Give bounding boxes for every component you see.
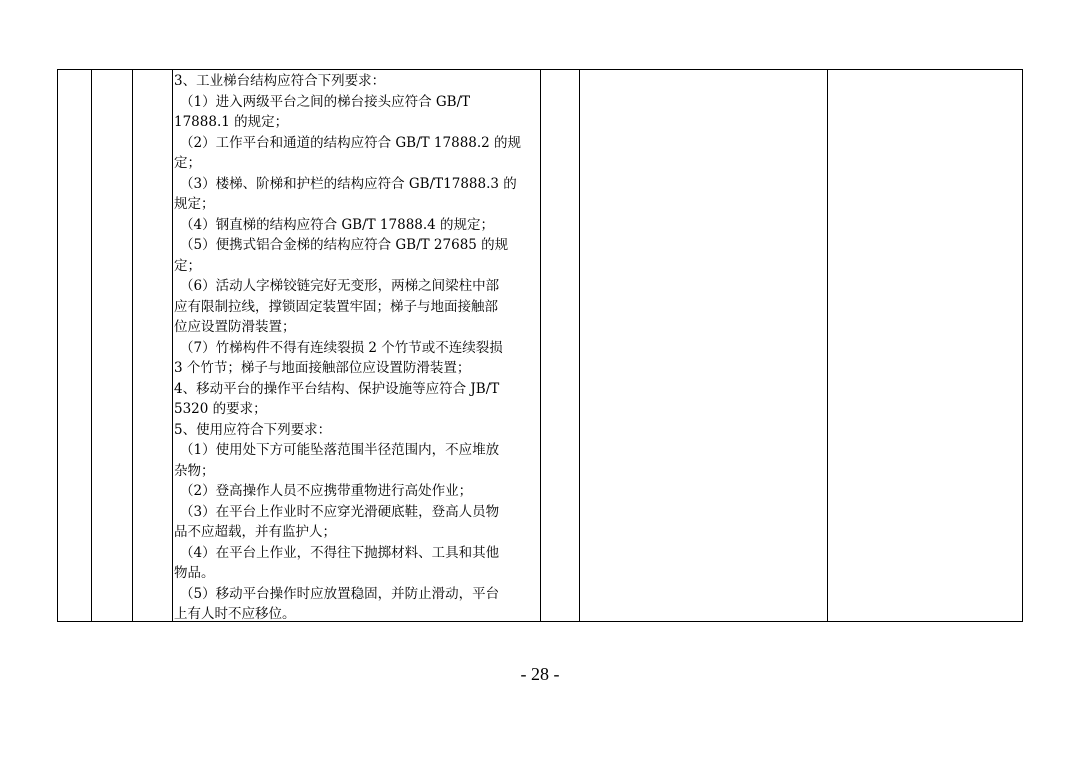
content-line: （3）在平台上作业时不应穿光滑硬底鞋，登高人员物 <box>180 503 500 520</box>
page-number: - 28 - <box>520 664 560 684</box>
content-line: 17888.1 的规定； <box>174 114 289 130</box>
column-divider <box>172 70 173 621</box>
content-line: 物品。 <box>174 565 215 581</box>
column-divider <box>827 70 828 621</box>
content-line: （6）活动人字梯铰链完好无变形，两梯之间梁柱中部 <box>180 278 500 294</box>
content-line: 应有限制拉线，撑锁固定装置牢固；梯子与地面接触部 <box>174 298 498 315</box>
requirement-content-cell <box>174 70 540 625</box>
content-line: 品不应超载，并有监护人； <box>174 524 336 540</box>
content-line: 定； <box>174 155 201 171</box>
column-divider <box>132 70 133 621</box>
content-line: （7）竹梯构件不得有连续裂损 2 个竹节或不连续裂损 <box>180 339 503 356</box>
column-divider <box>579 70 580 621</box>
content-line: （5）移动平台操作时应放置稳固，并防止滑动，平台 <box>180 585 500 602</box>
content-line: （3）楼梯、阶梯和护栏的结构应符合 GB/T17888.3 的 <box>180 175 517 192</box>
column-divider <box>91 70 92 621</box>
content-line: （1）使用处下方可能坠落范围半径范围内，不应堆放 <box>180 442 500 458</box>
content-line: 3 个竹节；梯子与地面接触部位应设置防滑装置； <box>174 360 471 376</box>
content-line: 定； <box>174 257 201 274</box>
content-line: （4）在平台上作业，不得往下抛掷材料、工具和其他 <box>180 544 500 561</box>
requirements-table <box>57 69 1023 622</box>
content-line: 规定； <box>174 196 215 212</box>
content-line: 位应设置防滑装置； <box>174 319 296 335</box>
column-divider <box>540 70 541 621</box>
content-line: （2）登高操作人员不应携带重物进行高处作业； <box>180 483 473 499</box>
content-line: 4、移动平台的操作平台结构、保护设施等应符合 JB/T <box>174 380 500 397</box>
content-line: 3、工业梯台结构应符合下列要求： <box>174 73 386 89</box>
content-line: （1）进入两级平台之间的梯台接头应符合 GB/T <box>180 93 471 110</box>
content-line: 杂物； <box>174 462 215 479</box>
content-line: 上有人时不应移位。 <box>174 606 296 622</box>
content-line: （4）钢直梯的结构应符合 GB/T 17888.4 的规定； <box>180 216 495 233</box>
content-line: （2）工作平台和通道的结构应符合 GB/T 17888.2 的规 <box>180 134 522 151</box>
content-line: 5320 的要求； <box>174 401 267 417</box>
content-line: （5）便携式铝合金梯的结构应符合 GB/T 27685 的规 <box>180 237 509 253</box>
content-line: 5、使用应符合下列要求： <box>174 421 332 438</box>
